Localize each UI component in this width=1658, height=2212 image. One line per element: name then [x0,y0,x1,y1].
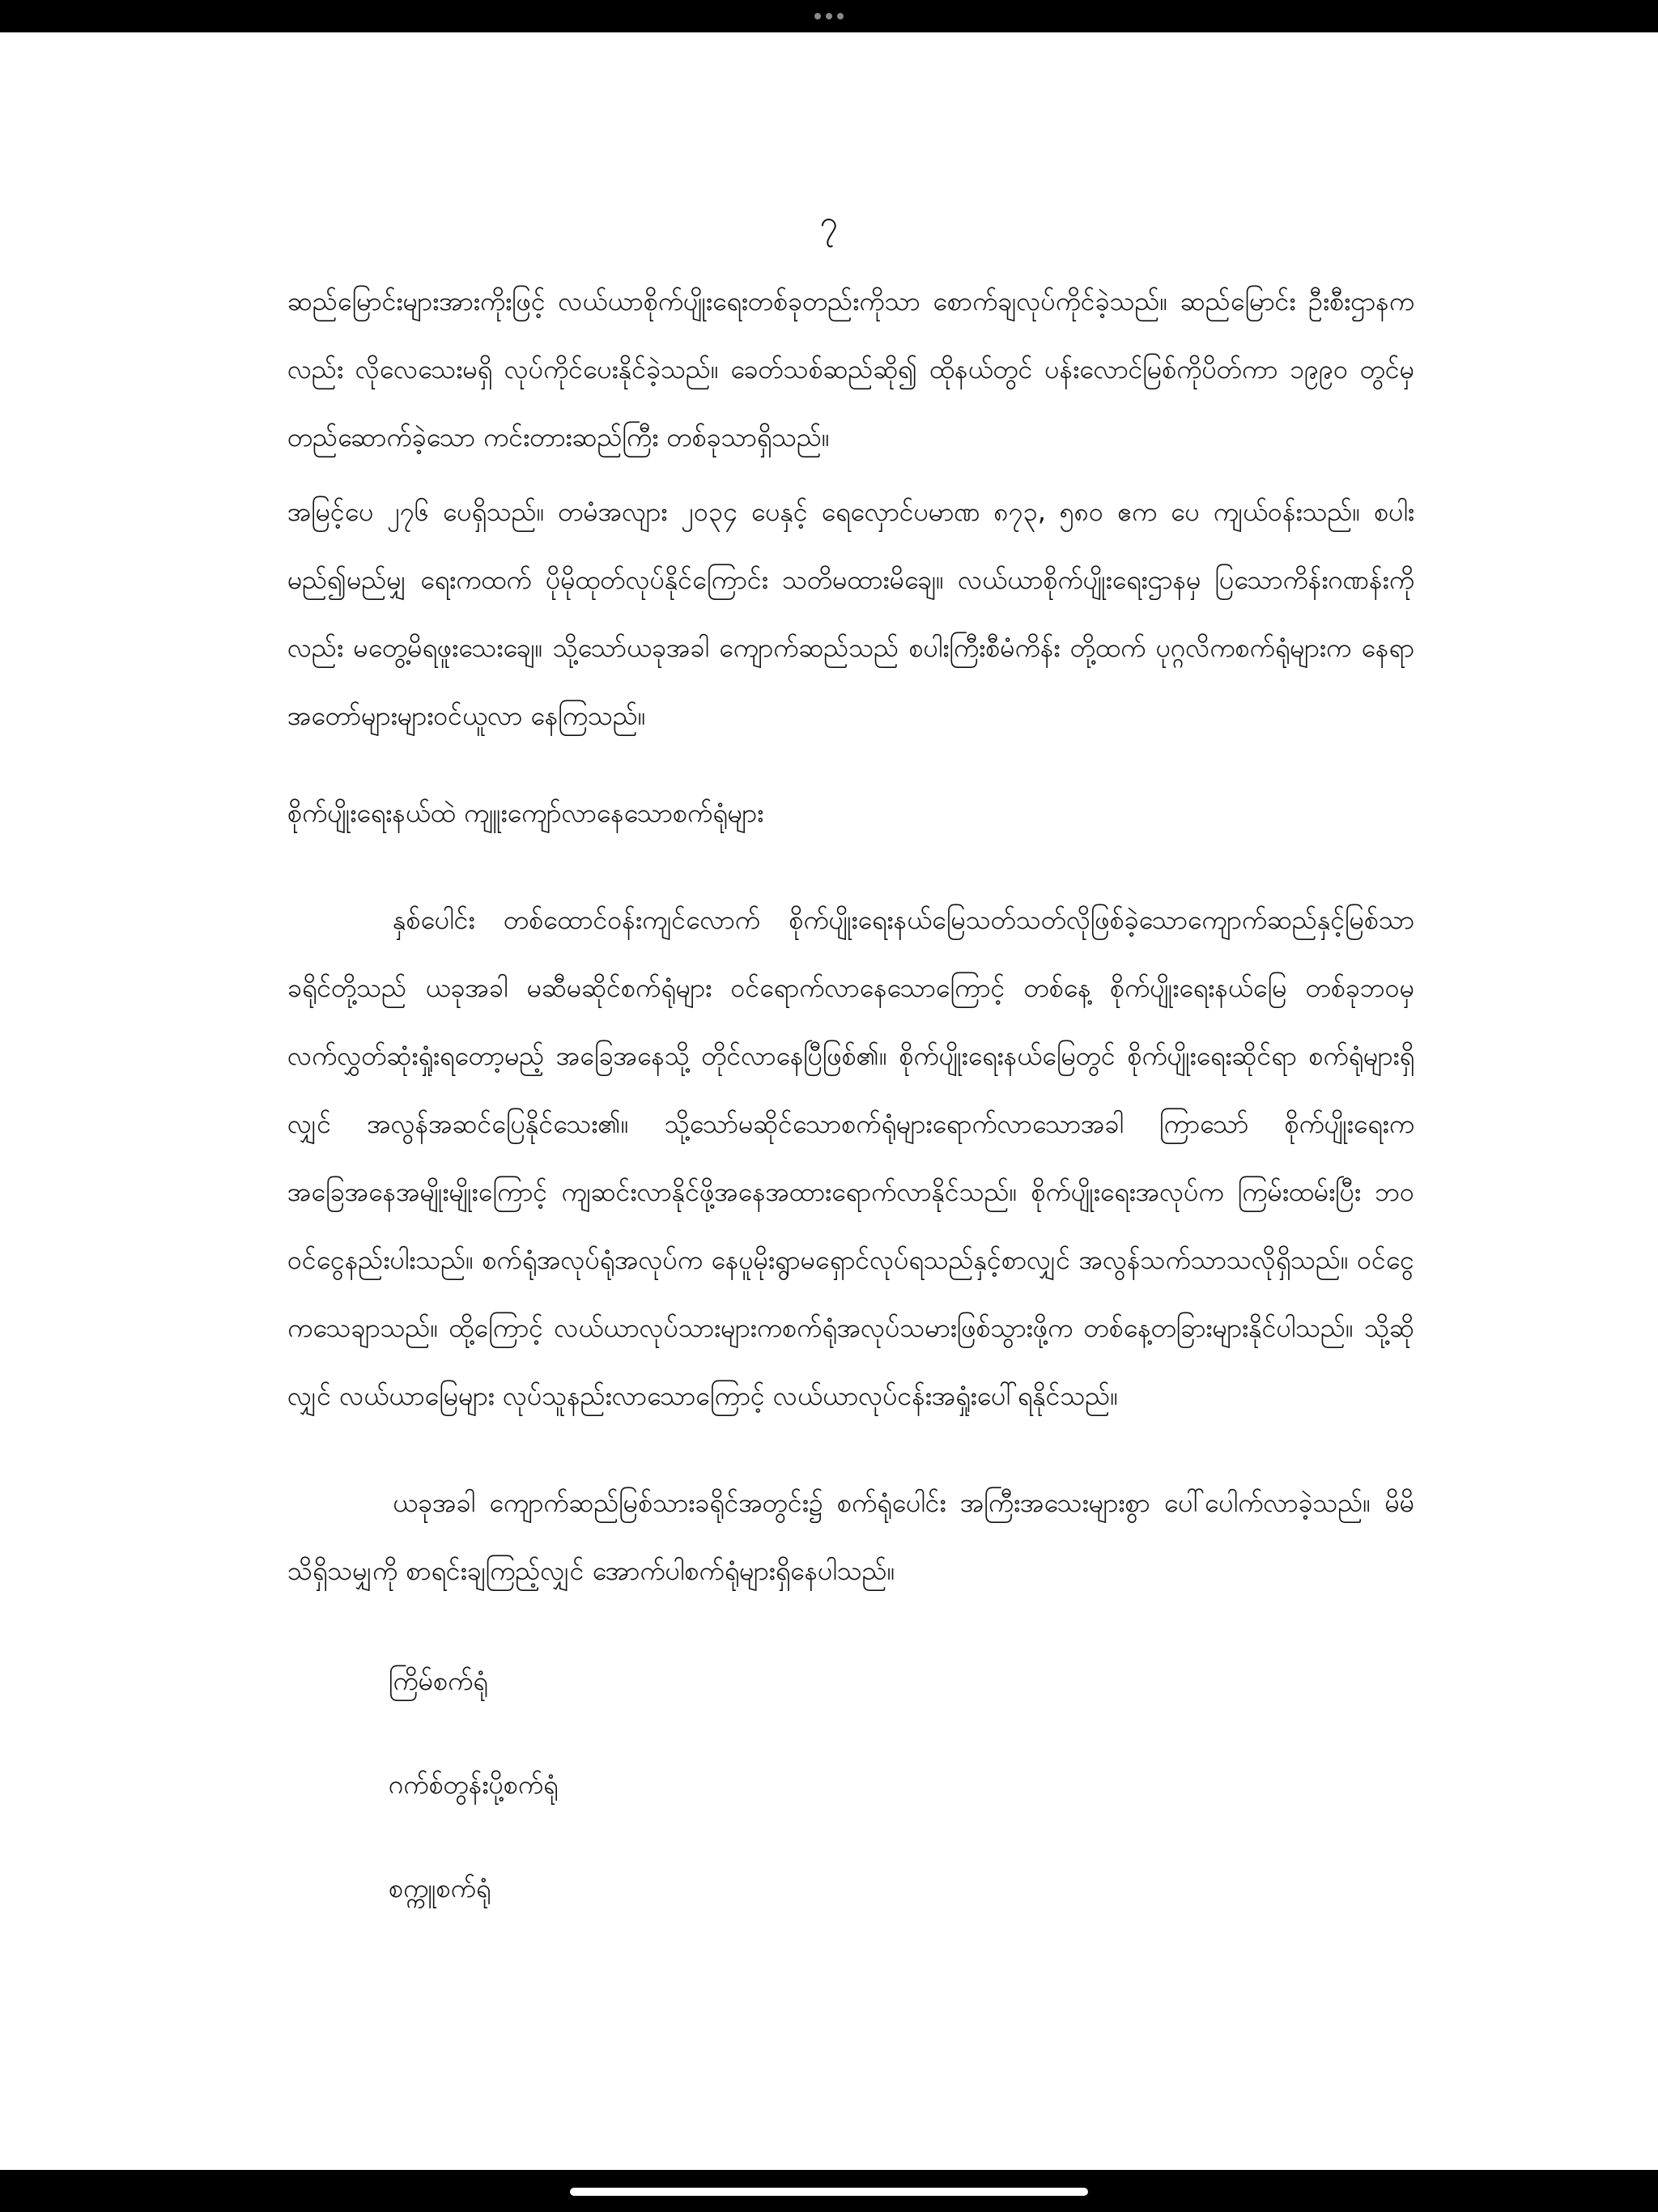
body-paragraph-2: ယခုအခါ ကျောက်ဆည်မြစ်သားခရိုင်အတွင်း၌ စက်ရုံပေါင်း အကြီးအသေးများစွာ ပေါ်ပေါက်လာခဲ့သည်။ မိမိသိရှိသမျှကို စာရင်းချကြည့်လျှင် အောက်ပါစက်ရုံများရှိနေပါသည်။ [287,1487,1414,1586]
page-text [287,267,1414,1922]
list-item: စက္ကူစက်ရုံ [389,1873,491,1904]
top-status-bar [0,0,1658,32]
document-page [0,32,1658,2170]
home-indicator[interactable] [570,2188,1088,2196]
bottom-bar [0,2170,1658,2212]
list-item: ဂက်စ်တွန်းပို့စက်ရုံ [389,1769,559,1800]
section-heading: စိုက်ပျိုးရေးနယ်ထဲ ကျူးကျော်လာနေသောစက်ရုံများ [287,798,764,828]
multitasking-dots-icon[interactable] [814,13,844,19]
body-paragraph-1: နှစ်ပေါင်း တစ်ထောင်ဝန်းကျင်လောက် စိုက်ပျိုးရေးနယ်မြေသတ်သတ်လိုဖြစ်ခဲ့သောကျောက်ဆည်နှင့်မြစ်သာခရိုင်တို့သည် ယခုအခါ မဆီမဆိုင်စက်ရုံများ ဝင်ရောက်လာနေသောကြောင့် တစ်နေ့ စိုက်ပျိုးရေးနယ်မြေ တစ်ခုဘဝမှ လက်လွှတ်ဆုံးရှုံးရတော့မည့် အခြေအနေသို့ တိုင်လာနေပြီဖြစ်၏။ စိုက်ပျိုးရေးနယ်မြေတွင် စိုက်ပျိုးရေးဆိုင်ရာ စက်ရုံများရှိလျှင် အလွန်အဆင်ပြေနိုင်သေး၏။ သို့သော်မဆိုင်သောစက်ရုံများရောက်လာသောအခါ ကြာသော် စိုက်ပျိုးရေးက အခြေအနေအမျိုးမျိုးကြောင့် ကျဆင်းလာနိုင်ဖို့အနေအထားရောက်လာနိုင်သည်။ စိုက်ပျိုးရေးအလုပ်က ကြမ်းထမ်းပြီး ဘဝဝင်ငွေနည်းပါးသည်။ စက်ရုံအလုပ်ရုံအလုပ်က နေပူမိုးရွာမရှောင်လုပ်ရသည်နှင့်စာလျှင် အလွန်သက်သာသလိုရှိသည်။ ဝင်ငွေကသေချာသည်။ ထို့ကြောင့် လယ်ယာလုပ်သားများကစက်ရုံအလုပ်သမားဖြစ်သွားဖို့က တစ်နေ့တခြားများနိုင်ပါသည်။ သို့ဆိုလျှင် လယ်ယာမြေများ လုပ်သူနည်းလာသောကြောင့် လယ်ယာလုပ်ငန်းအရှုံးပေါ်ရနိုင်သည်။ [287,904,1414,1411]
list-item: ကြိမ်စက်ရုံ [389,1665,488,1696]
paragraph-1: ဆည်မြောင်းများအားကိုးဖြင့် လယ်ယာစိုက်ပျိုးရေးတစ်ခုတည်းကိုသာ စောက်ချလုပ်ကိုင်ခဲ့သည်။ ဆည်မြောင်း ဦးစီးဌာနကလည်း လိုလေသေးမရှိ လုပ်ကိုင်ပေးနိုင်ခဲ့သည်။ ခေတ်သစ်ဆည်ဆို၍ ထိုနယ်တွင် ပန်းလောင်မြစ်ကိုပိတ်ကာ ၁၉၉၀ တွင်မှ တည်ဆောက်ခဲ့သော ကင်းတားဆည်ကြီး တစ်ခုသာရှိသည်။ [287,286,1414,453]
page-number: ၇ [819,204,839,241]
paragraph-2: အမြင့်ပေ ၂၇၆ ပေရှိသည်။ တမံအလျား ၂၀၃၄ ပေနှင့် ရေလှောင်ပမာဏ ၈၇၃, ၅၈၀ ဧက ပေ ကျယ်ဝန်းသည်။ စပါးမည်၍မည်မျှ ရေးကထက် ပိုမိုထုတ်လုပ်နိုင်ကြောင်း သတိမထားမိချေ။ လယ်ယာစိုက်ပျိုးရေးဌာနမှ ပြသောကိန်းဂဏန်းကိုလည်း မတွေ့မိရဖူးသေးချေ။ သို့သော်ယခုအခါ ကျောက်ဆည်သည် စပါးကြီးစီမံကိန်း တို့ထက် ပုဂ္ဂလိကစက်ရုံများက နေရာအတော်များများဝင်ယူလာ နေကြသည်။ [287,496,1414,731]
